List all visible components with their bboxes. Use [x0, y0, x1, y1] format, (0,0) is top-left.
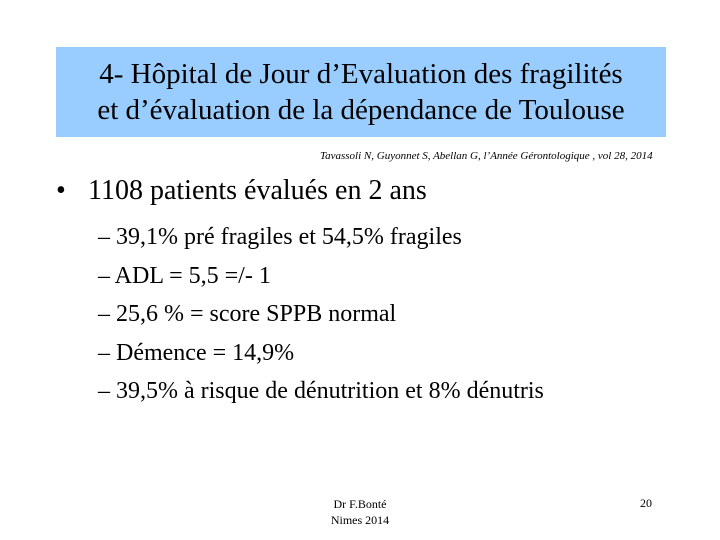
footer-place-year: Nimes 2014 [330, 513, 390, 527]
footer-author [300, 496, 420, 528]
sub-bullet-dementia: – Démence = 14,9% [98, 339, 295, 366]
footer-author-name: Dr F.Bonté [333, 497, 387, 511]
bullet-marker: • [56, 175, 66, 206]
sub-bullet-malnutrition: – 39,5% à risque de dénutrition et 8% dénutris [98, 378, 544, 404]
sub-bullet-adl: – ADL = 5,5 =/- 1 [98, 262, 271, 289]
sub-bullet-frailty: – 39,1% pré fragiles et 54,5% fragiles [98, 224, 462, 250]
title-line-1: 4- Hôpital de Jour d’Evaluation des fragilités [99, 58, 623, 90]
title-banner [56, 47, 666, 137]
main-bullet-text: 1108 patients évalués en 2 ans [88, 175, 427, 206]
sub-bullet-sppb: – 25,6 % = score SPPB normal [98, 301, 397, 327]
citation: Tavassoli N, Guyonnet S, Abellan G, l’Année Gérontologique , vol 28, 2014 [320, 150, 653, 162]
main-bullet [56, 173, 427, 209]
page-number: 20 [640, 496, 652, 510]
sub-bullet-list [98, 218, 544, 411]
title-line-2: et d’évaluation de la dépendance de Toulouse [97, 94, 625, 126]
